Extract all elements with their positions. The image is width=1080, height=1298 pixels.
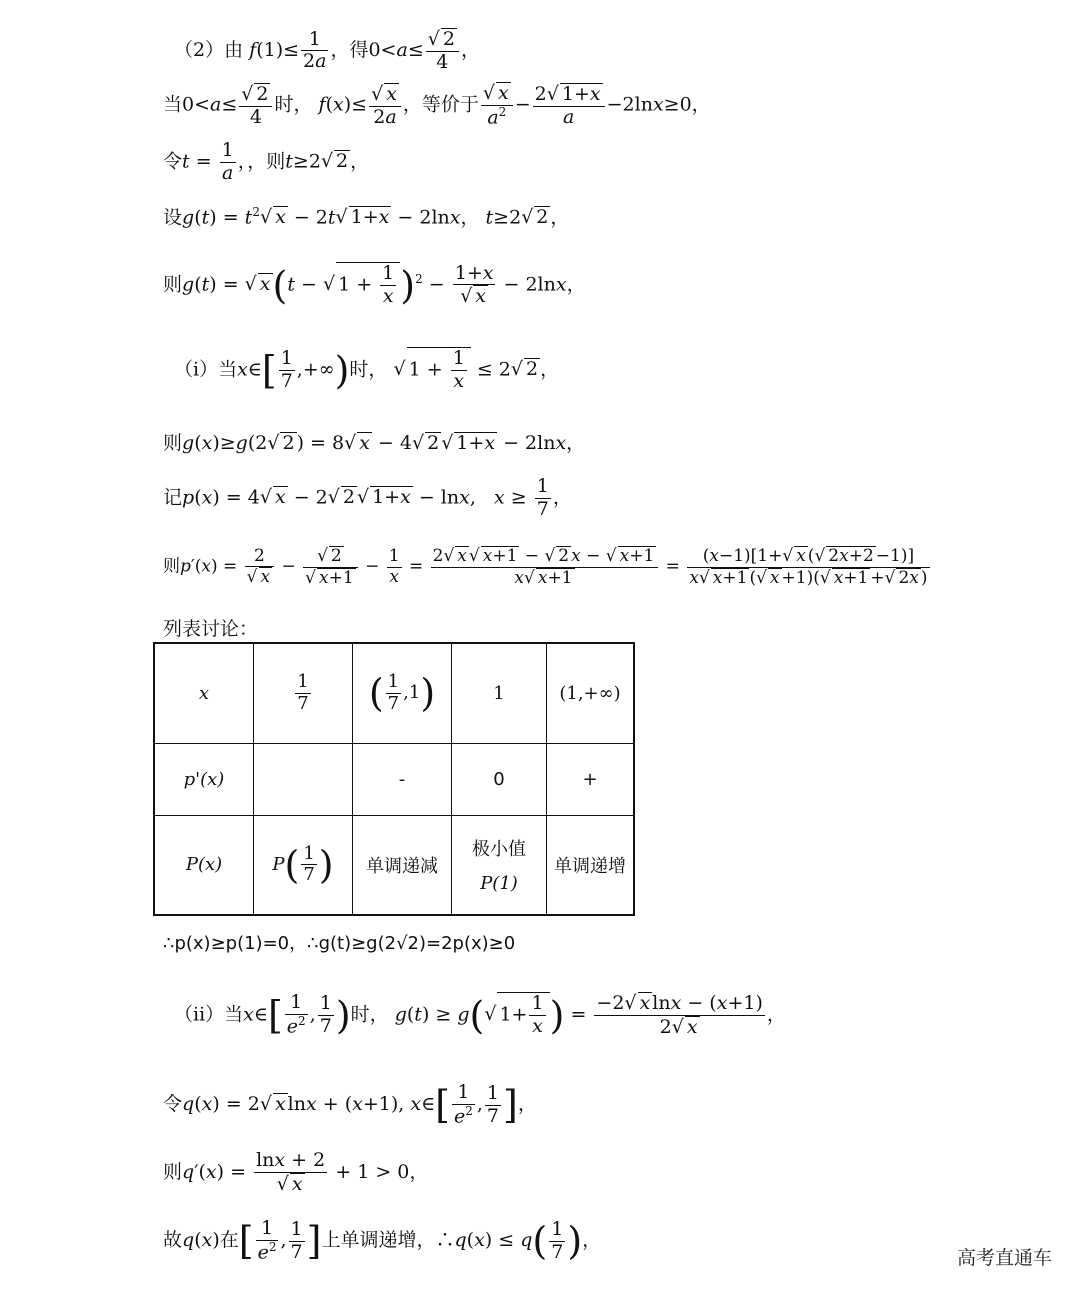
text: 故 [163, 1229, 183, 1252]
fraction: √ $\frac{x}{a^2}$ [481, 82, 513, 129]
cell-text: p'(x) [183, 768, 225, 790]
fraction: √ $\frac{x}{2a}$ [369, 83, 401, 129]
text: ， [460, 38, 480, 61]
line-13: 令q(x) = 2√ x lnx + (x+1), x∈[ $\frac{1}{e^2}$ , $\frac{1}{7}$ ]， [163, 1082, 537, 1128]
cell-text: 极小值 [472, 839, 526, 861]
fraction: $\frac{2√ 1+x}{a}$ [533, 83, 605, 129]
text: （ⅰ）当 [174, 358, 238, 381]
fraction: $\frac{1}{2a}$ [303, 27, 327, 73]
table-cell [452, 815, 547, 915]
text: 则 [163, 1160, 183, 1183]
table-cell: 单调递增 [547, 815, 635, 915]
line-9: 则p′(x) = 2 √ x − √ 2 √ x+1 − $\frac{1}{x}$ = $\frac{2√ x√ x+1 - √ 2 x - √ x+1}{x√ x+1}$ = $\frac{(x-1)[1+√ x (√ 2x+2 -1)]}{x√ x+1 (√ x +1)(√ x+1 +√ 2x )}$ [163, 546, 932, 588]
text: 令 [163, 1093, 183, 1116]
text: ，等价于 [402, 93, 479, 116]
table-cell: $\frac{1}{7}$ [254, 643, 353, 743]
text: 上单调递增， [321, 1229, 436, 1252]
text: 则 [163, 432, 183, 454]
table-cell: + [547, 743, 635, 815]
text: （ⅱ）当 [174, 1003, 244, 1026]
line-1: （2）由 f(1)≤ $\frac{1}{2a}$ ，得0<a≤ √ $\frac{2}{4}$ ， [174, 28, 480, 74]
text: 则 [163, 556, 180, 577]
table-row [154, 815, 634, 915]
cell-text: P(x) [185, 854, 223, 876]
text: 在 [219, 1229, 239, 1252]
table-cell [154, 643, 254, 743]
line-6: （ⅰ）当x∈[ $\frac{1}{7}$ ,+∞)时， √ 1 + $\frac{1}{x}$ ≤ 2√ 2 ， [174, 347, 559, 393]
table-row [154, 743, 634, 815]
table-cell: 单调递减 [353, 815, 452, 915]
line-2: 当0<a≤ √ $\frac{2}{4}$ 时， f(x)≤ √ $\frac{x}{2a}$ ，等价于 √ $\frac{x}{a^2}$ − $\frac{2√ 1+x}{a}$ −2lnx≥0， [163, 82, 711, 129]
line-3: 令t = $\frac{1}{a}$ ，，则t≥2√ 2 ， [163, 140, 369, 185]
line-12: （ⅱ）当x∈[ $\frac{1}{e^2}$ , $\frac{1}{7}$ )时， g(t) ≥ g(√ 1+ $\frac{1}{x}$ ) = $\frac{\text{−2√ x lnx − (x+1)}}{2√ x}$ ， [174, 992, 786, 1039]
line-5: 则g(t) = √ x(t − √ 1 + $\frac{1}{x}$ )$^2$ − 1+x √ x − 2lnx， [163, 262, 586, 308]
text: ， [691, 93, 711, 116]
table-cell: P( $\frac{1}{7}$ ) [254, 815, 353, 915]
line-10 [163, 620, 258, 639]
discussion-table [153, 642, 635, 916]
table-cell [154, 815, 254, 915]
fraction: 1+x √ x [453, 263, 496, 309]
line-4: 设$g(t) = t^2√$ x − 2t√ 1+x − 2lnx， t≥2√ 2 ， [163, 206, 569, 228]
watermark: 高考直通车 [956, 1247, 1052, 1269]
text: ，则 [247, 150, 286, 173]
line-14: 则q′(x) = lnx + 2 √ x + 1 > 0， [163, 1150, 428, 1196]
text: 当 [163, 93, 183, 116]
table-cell: ( $\frac{1}{7}$ ,1) [353, 643, 452, 743]
text: ，得 [330, 38, 369, 61]
fraction: $\frac{1}{a}$ [221, 139, 234, 184]
text: 时， [349, 358, 388, 381]
table-cell: - [353, 743, 452, 815]
conclusion-line: ∴p(x)≥p(1)=0，∴g(t)≥g(2√2)=2p(x)≥0 [163, 933, 516, 954]
fraction: √ $\frac{2}{4}$ [239, 83, 272, 129]
table-cell [254, 743, 353, 815]
line-7: 则g(x)≥g(2√ 2 ) = 8√ x − 4√ 2√ 1+x − 2lnx， [163, 432, 585, 454]
table-cell: 1 [452, 643, 547, 743]
line-8: 记p(x) = 4√ x − 2√ 2√ 1+x − lnx, x ≥ $\frac{1}{7}$ ， [163, 476, 572, 521]
table-cell: 0 [452, 743, 547, 815]
text: 时， [350, 1003, 389, 1026]
cell-text: P(1) [480, 873, 518, 895]
text: 令 [163, 150, 183, 173]
fraction: √ $\frac{2}{4}$ [426, 28, 459, 74]
text: 设 [163, 206, 183, 229]
line-15: 故q(x)在[ $\frac{1}{e^2}$ , $\frac{1}{7}$ ]上单调递增，∴q(x) ≤ q( $\frac{1}{7}$ )， [163, 1217, 602, 1264]
text: 记 [163, 486, 183, 509]
table-row [154, 643, 634, 743]
text: 时， [274, 93, 313, 116]
text: 则 [163, 273, 183, 296]
table-cell [154, 743, 254, 815]
table-cell: (1,+∞) [547, 643, 635, 743]
cell-text: x [198, 682, 210, 704]
text: （2）由 [174, 38, 244, 61]
text: 列表讨论： [163, 618, 259, 640]
